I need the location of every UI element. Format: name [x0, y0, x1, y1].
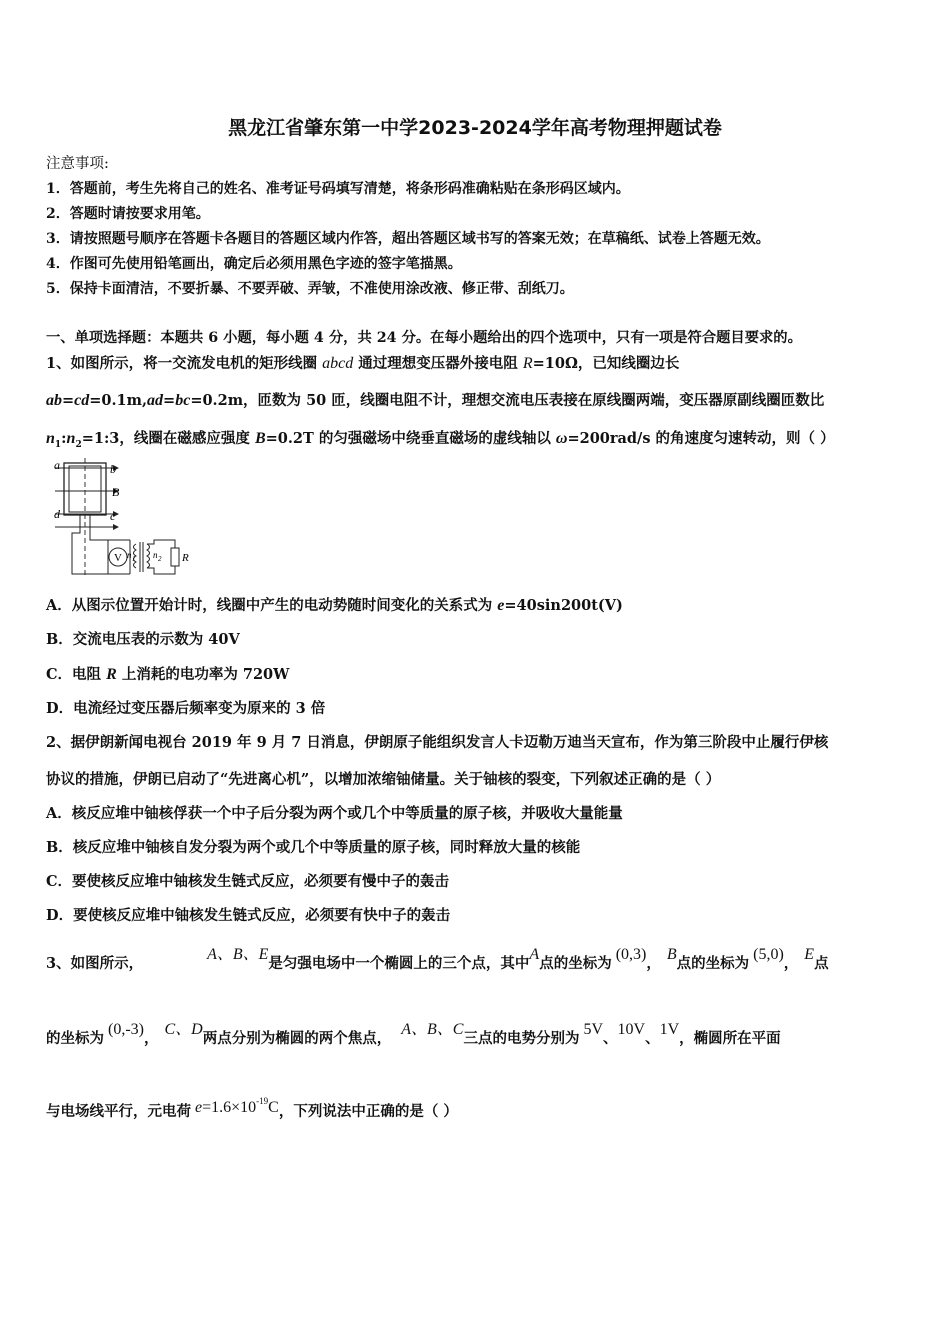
q3-point-E: E — [804, 946, 815, 963]
q3-coord-B: (5,0) — [753, 946, 784, 963]
q1-var-ab: ab — [46, 392, 62, 409]
q3-points-abc: A、B、C — [401, 1021, 464, 1038]
q1-text: =200rad/s 的角速度匀速转动，则（ ） — [567, 430, 835, 447]
q2-line2: 协议的措施，伊朗已启动了“先进离心机”，以增加浓缩铀储量。关于铀核的裂变，下列叙述正确的是（ ） — [46, 771, 721, 788]
q1-var-n2: n — [66, 430, 76, 447]
q1-sub: 2 — [75, 439, 82, 450]
q1-var-B: B — [254, 430, 266, 447]
q3-potential-B: 10V — [617, 1021, 646, 1038]
q1-text: =0.1m, — [89, 392, 148, 409]
label-a: a — [54, 458, 60, 472]
q1-text: : — [61, 430, 67, 447]
q1-text: =10Ω，已知线圈边长 — [532, 355, 680, 372]
coil-rect-inner — [69, 466, 101, 512]
q3-text: 与电场线平行，元电荷 — [46, 1103, 191, 1120]
q3-text: ，椭圆所在平面 — [679, 1030, 781, 1047]
q1-var-n1: n — [46, 430, 55, 447]
q1-var-R: R — [106, 666, 117, 683]
q3-points: A、B、E — [207, 946, 269, 963]
label-b: b — [110, 462, 116, 476]
q3-var-e: e — [195, 1099, 203, 1116]
secondary-winding — [147, 544, 150, 568]
q3-line2 — [46, 1021, 781, 1048]
q3-text: 三点的电势分别为 — [463, 1030, 580, 1047]
q1-option-c — [46, 663, 289, 684]
notice-item: 4．作图可先使用铅笔画出，确定后必须用黑色字迹的签字笔描黑。 — [46, 256, 462, 272]
q3-text: 是匀强电场中一个椭圆上的三个点，其中 — [268, 955, 530, 972]
q1-var-omega: ω — [555, 430, 568, 447]
label-n2: n — [153, 550, 158, 560]
secondary-wire — [147, 566, 175, 574]
q3-coord-E: (0,-3) — [108, 1021, 144, 1038]
label-V: V — [114, 552, 122, 564]
q3-line3 — [46, 1096, 458, 1121]
q1-sub: 1 — [54, 439, 62, 450]
q1-option-a-formula: =40sin200t(V) — [504, 597, 623, 614]
q1-var-cd: cd — [74, 392, 90, 409]
resistor — [171, 548, 179, 566]
notice-item: 1．答题前，考生先将自己的姓名、准考证号码填写清楚，将条形码准确粘贴在条形码区域内。 — [46, 181, 630, 197]
q1-option-c-text: 上消耗的电功率为 720W — [116, 666, 290, 683]
q3-text: 3、如图所示， — [46, 955, 144, 972]
q1-option-b: B．交流电压表的示数为 40V — [46, 631, 240, 648]
q1-text: = — [163, 392, 176, 409]
q3-text: ， — [646, 955, 661, 972]
q2-option-b: B．核反应堆中铀核自发分裂为两个或几个中等质量的原子核，同时释放大量的核能 — [46, 839, 581, 856]
label-R: R — [182, 552, 189, 564]
notice-item: 5．保持卡面清洁，不要折暴、不要弄破、弄皱，不准使用涂改液、修正带、刮纸刀。 — [46, 281, 574, 297]
label-n1-sub: 1 — [132, 555, 136, 563]
q1-line3 — [46, 427, 835, 450]
label-c: c — [110, 509, 116, 523]
q1-line1 — [46, 352, 679, 373]
q1-text: = — [62, 392, 75, 409]
notice-item: 3．请按照题号顺序在答题卡各题目的答题区域内作答，超出答题区域书写的答案无效；在草稿纸、试卷上答题无效。 — [46, 231, 770, 247]
q1-var-ad: ad — [147, 392, 164, 409]
q3-text: 点 — [814, 955, 829, 972]
q1-text: =1:3，线圈在磁感应强度 — [81, 430, 255, 447]
q1-text: 通过理想变压器外接电阻 — [353, 355, 523, 372]
q3-text: 的坐标为 — [46, 1030, 104, 1047]
q2-option-d: D．要使核反应堆中铀核发生链式反应，必须要有快中子的轰击 — [46, 907, 451, 924]
q1-line2 — [46, 389, 824, 410]
label-d: d — [54, 507, 60, 521]
q3-charge-value: =1.6×10 — [202, 1099, 257, 1116]
q3-foci: C、D — [164, 1021, 203, 1038]
q3-point-B: B — [666, 946, 677, 963]
q3-text: 两点分别为椭圆的两个焦点， — [202, 1030, 392, 1047]
q3-text: 点的坐标为 — [539, 955, 612, 972]
q1-option-d: D．电流经过变压器后频率变为原来的 3 倍 — [46, 700, 326, 717]
section-heading: 一、单项选择题：本题共 6 小题，每小题 4 分，共 24 分。在每小题给出的四个选项中，只有一项是符合题目要求的。 — [46, 330, 802, 346]
q3-charge-exp: -19 — [256, 1096, 269, 1107]
q1-text: 1、如图所示，将一交流发电机的矩形线圈 — [46, 355, 323, 372]
q3-potential-A: 5V — [583, 1021, 604, 1038]
q1-text: =0.2T 的匀强磁场中绕垂直磁场的虚线轴以 — [265, 430, 556, 447]
label-n1: n — [127, 550, 132, 560]
notice-item: 2．答题时请按要求用笔。 — [46, 206, 210, 222]
q1-var-e: e — [497, 597, 505, 614]
q1-var-abcd: abcd — [322, 355, 354, 372]
q3-coord-A: (0,3) — [615, 946, 647, 963]
q2-line1: 2、据伊朗新闻电视台 2019 年 9 月 7 日消息，伊朗原子能组织发言人卡迈勒万迪当天宣布，作为第三阶段中止履行伊核 — [46, 734, 829, 751]
q3-line1 — [46, 946, 829, 973]
generator-transformer-diagram — [50, 458, 200, 580]
page-title: 黑龙江省肇东第一中学2023-2024学年高考物理押题试卷 — [228, 117, 722, 139]
q2-option-c: C．要使核反应堆中铀核发生链式反应，必须要有慢中子的轰击 — [46, 873, 450, 890]
q1-text: =0.2m，匝数为 50 匝，线圈电阻不计，理想交流电压表接在原线圈两端，变压器原副线圈匝数比 — [190, 392, 825, 409]
q3-text: 、 — [645, 1030, 660, 1047]
q3-text: ， — [143, 1030, 159, 1047]
q3-text: 、 — [603, 1030, 618, 1047]
q2-option-a: A．核反应堆中铀核俘获一个中子后分裂为两个或几个中等质量的原子核，并吸收大量能量 — [46, 805, 623, 822]
q3-text: ， — [783, 955, 799, 972]
q1-var-bc: bc — [175, 392, 191, 409]
q3-text: ，下列说法中正确的是（ ） — [278, 1103, 458, 1120]
q3-charge-unit: C — [268, 1099, 279, 1116]
q1-option-a — [46, 594, 623, 615]
q3-text: 点的坐标为 — [676, 955, 750, 972]
q3-point-A: A — [529, 946, 540, 963]
secondary-wire — [147, 540, 175, 548]
label-n2-sub: 2 — [158, 555, 162, 563]
notice-heading: 注意事项: — [46, 156, 109, 172]
q1-option-a-text: A．从图示位置开始计时，线圈中产生的电动势随时间变化的关系式为 — [46, 597, 498, 614]
q1-option-c-text: C．电阻 — [46, 666, 107, 683]
q3-potential-C: 1V — [659, 1021, 680, 1038]
label-B: B — [112, 485, 120, 499]
q1-var-R: R — [522, 355, 533, 372]
